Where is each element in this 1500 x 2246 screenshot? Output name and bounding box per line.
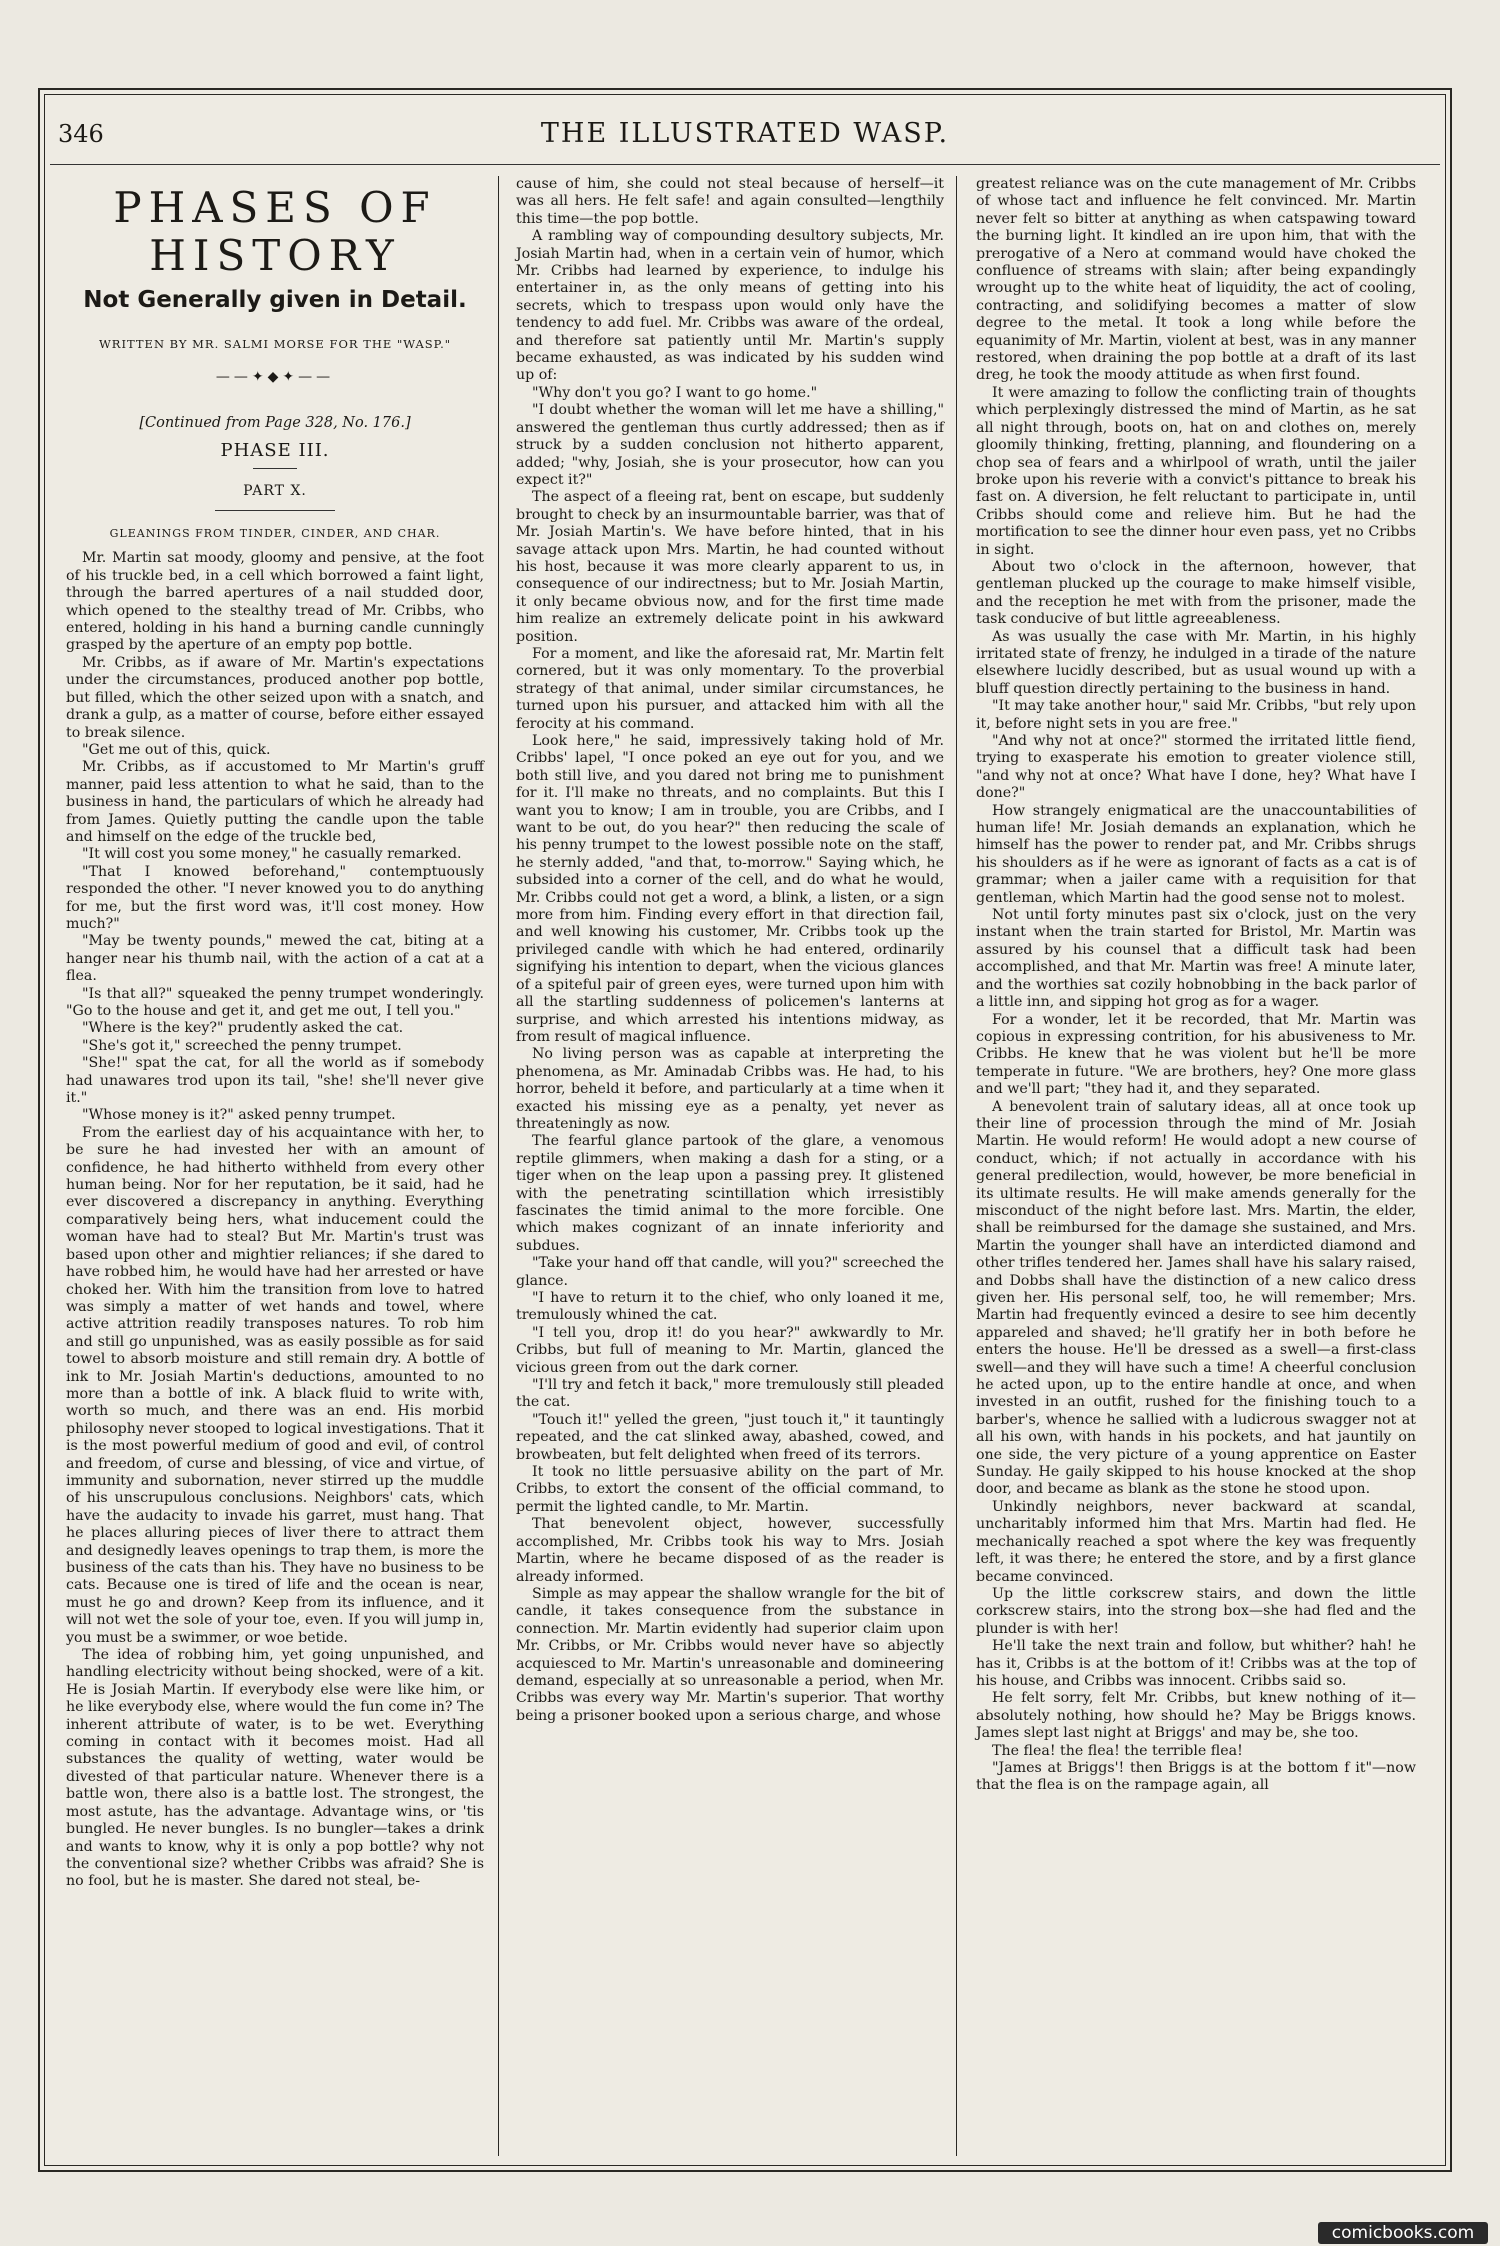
running-head: THE ILLUSTRATED WASP. xyxy=(540,118,950,149)
section-subhead: GLEANINGS FROM TINDER, CINDER, AND CHAR. xyxy=(109,527,441,541)
paragraph: It took no little persuasive ability on the part of Mr. Cribbs, to extort the consent of the official command, to permit the lighted candle, to Mr. Martin. xyxy=(516,1464,944,1515)
paragraph: The fearful glance partook of the glare, a venomous reptile glimmers, when making a dash for a sting, or a tiger when on the leap upon a passing prey. It glistened with the penetrating scintillation which irresistibly fascinates the timid animal to the more forcible. One which makes cognizant of an innate inferiority and subdues. xyxy=(516,1133,944,1254)
ornament-divider: ——✦◆✦—— xyxy=(215,369,335,386)
header-rule xyxy=(50,164,1440,165)
page-number: 346 xyxy=(58,120,104,148)
paragraph: "That I knowed beforehand," contemptuously responded the other. "I never knowed you to do anything for me, but the first word was, it'll cost money. How much?" xyxy=(66,863,484,932)
article-title: PHASES OF HISTORY xyxy=(113,183,437,280)
paragraph: Look here," he said, impressively taking hold of Mr. Cribbs' lapel, "I once poked an eye out for you, and we both still live, and you dared not bring me to punishment for it. I'll make no threats, and no complaints. But this I want you to know; I am in trouble, you are Cribbs, and I want to be out, do you hear?" then reducing the scale of his penny trumpet to the lowest possible note on the staff, he sternly added, "and that, to-morrow." Saying which, he subsided into a corner of the cell, and do what he would, Mr. Cribbs could not get a word, a blink, a listen, or a sign more from him. Finding every effort in that direction fail, and well knowing his customer, Mr. Cribbs took up the privileged candle with which he had entered, ordinarily signifying his intention to depart, when the vicious glances of a spiteful pair of green eyes, were turned upon him with all the startling suddenness of policemen's lanterns at surprise, and which arrested his intentions midway, as from result of magical influence. xyxy=(516,733,944,1045)
paragraph: Up the little corkscrew stairs, and down the little corkscrew stairs, into the strong box—she had fled and the plunder is with her! xyxy=(976,1585,1416,1637)
paragraph: "Is that all?" squeaked the penny trumpet wonderingly. "Go to the house and get it, and get me out, I tell you." xyxy=(66,985,484,1019)
paragraph: The idea of robbing him, yet going unpunished, and handling electricity without being shocked, were of a kit. He is Josiah Martin. If everybody else were like him, or he like everybody else, where would the fun come in? The inherent attribute of water, is to be wet. Everything coming in contact with it becomes moist. Had all substances the quality of wetting, water would be divested of that particular nature. Whenever there is a battle won, there also is a battle lost. The strongest, the most astute, has the advantage. Advantage wins, or 'tis bungled. He never bungles. Is no bungler—takes a drink and wants to know, why it is only a pop bottle? why not the conventional size? whether Cribbs was afraid? She is no fool, but he is master. She dared not steal, be- xyxy=(66,1647,484,1890)
part-rule xyxy=(215,510,335,511)
article-subtitle: Not Generally given in Detail. xyxy=(83,287,467,313)
newspaper-page xyxy=(38,88,1452,2172)
paragraph: It were amazing to follow the conflicting train of thoughts which perplexingly distressed the mind of Martin, as he sat all night through, boots on, hat on and clothes on, merely gloomily thinking, fretting, planning, and floundering on a chop sea of fears and a whirlpool of wrath, until the jailer broke upon his reverie with a convict's pittance to break his fast on. A diversion, he felt reluctant to participate in, until Cribbs should come and relieve him. But he had the mortification to see the dinner hour even pass, yet no Cribbs in sight. xyxy=(976,384,1416,558)
column-3-body xyxy=(976,176,1416,1795)
paragraph: That benevolent object, however, successfully accomplished, Mr. Cribbs took his way to Mrs. Josiah Martin, where he became disposed of as the reader is already informed. xyxy=(516,1516,944,1585)
paragraph: cause of him, she could not steal because of herself—it was all hers. He felt safe! and again consulted—lengthily this time—the pop bottle. xyxy=(516,176,944,227)
paragraph: "May be twenty pounds," mewed the cat, biting at a hanger near his thumb nail, with the action of a cat at a flea. xyxy=(66,933,484,985)
paragraph: "I'll try and fetch it back," more tremulously still pleaded the cat. xyxy=(516,1377,944,1411)
article-columns xyxy=(58,176,1432,2156)
phase-heading: PHASE III. xyxy=(220,440,330,462)
paragraph: No living person was as capable at interpreting the phenomena, as Mr. Aminadab Cribbs was. He had, to his horror, beheld it before, and particularly at a time when it exacted his missing eye as a penalty, yet never as threateningly as now. xyxy=(516,1046,944,1132)
paragraph: Mr. Cribbs, as if accustomed to Mr Martin's gruff manner, paid less attention to what he said, than to the business in hand, the particulars of which he already had from James. Quietly putting the candle upon the table and himself on the edge of the truckle bed, xyxy=(66,759,484,845)
column-3 xyxy=(970,176,1422,2156)
column-divider xyxy=(956,176,957,2156)
paragraph: A rambling way of compounding desultory subjects, Mr. Josiah Martin had, when in a certain vein of humor, which Mr. Cribbs had learned by experience, to indulge his entertainer in, as the only means of getting into his secrets, which to trespass upon would only have the tendency to add fuel. Mr. Cribbs was aware of the ordeal, and therefore sat patiently until Mr. Martin's supply became exhausted, as was indicated by his sudden wind up of: xyxy=(516,228,944,384)
paragraph: He'll take the next train and follow, but whither? hah! he has it, Cribbs is at the bottom of it! Cribbs was at the top of his house, and Cribbs was innocent. Cribbs said so. xyxy=(976,1638,1416,1689)
paragraph: Simple as may appear the shallow wrangle for the bit of candle, it takes consequence from the substance in connection. Mr. Martin evidently had superior claim upon Mr. Cribbs, or Mr. Cribbs would never have so abjectly acquiesced to Mr. Martin's unreasonable and domineering demand, especially at so unreasonable a period, when Mr. Cribbs was every way Mr. Martin's superior. That worthy being a prisoner booked upon a serious charge, and whose xyxy=(516,1585,944,1724)
paragraph: "She's got it," screeched the penny trumpet. xyxy=(82,1037,402,1054)
paragraph: For a wonder, let it be recorded, that Mr. Martin was copious in expressing contrition, for his abusiveness to Mr. Cribbs. He knew that he was violent but he'll be more temperate in future. "We are brothers, hey? One more glass and we'll part; "they had it, and they separated. xyxy=(976,1011,1416,1098)
column-1 xyxy=(58,176,492,2156)
paragraph: "Where is the key?" prudently asked the cat. xyxy=(82,1020,404,1037)
paragraph: "I doubt whether the woman will let me have a shilling," answered the gentleman thus curtly addressed; then as if struck by a sudden conclusion not hitherto apparent, added; "why, Josiah, she is your prosecutor, how can you expect it?" xyxy=(516,402,944,488)
column-2 xyxy=(510,176,950,2156)
watermark-credit: comicbooks.com xyxy=(1318,2222,1488,2244)
paragraph: A benevolent train of salutary ideas, all at once took up their line of procession through the mind of Mr. Josiah Martin. He would reform! He would adopt a new course of conduct, which; if not actually in accordance with his general predilection, would, however, be more beneficial in its ultimate results. He will make amends generally for the misconduct of the night before last. Mrs. Martin, the elder, shall be reimbursed for the damage she sustained, and Mrs. Martin the younger shall have an interdicted diamond and other trifles tendered her. James shall have his salary raised, and Dobbs shall have the distinction of a new calico dress given her. His personal self, too, he will remember; Mrs. Martin had frequently evinced a desire to see him decently appareled and shaved; he'll gratify her in both before he enters the house. He'll be dressed as a swell—a first-class swell—and they will have such a time! A cheerful conclusion he acted upon, up to the entire handle at once, and when invested in an outfit, rushed for the finishing touch to a barber's, whence he sallied with a ludicrous swagger not at all his own, with hands in his pockets, and hat jauntily on one side, the very picture of a young apprentice on Easter Sunday. He gaily skipped to his house knocked at the shop door, and became as blank as the stone he stood upon. xyxy=(976,1098,1416,1498)
paragraph: "It may take another hour," said Mr. Cribbs, "but rely upon it, before night sets in you are free." xyxy=(976,698,1416,732)
paragraph: Unkindly neighbors, never backward at scandal, uncharitably informed him that Mrs. Martin had fled. He mechanically reached a spot where the key was frequently left, it was there; he entered the store, and by a first glance became convinced. xyxy=(976,1498,1416,1585)
paragraph: "James at Briggs'! then Briggs is at the bottom f it"—now that the flea is on the rampage again, all xyxy=(976,1759,1416,1794)
paragraph: "Why don't you go? I want to go home." xyxy=(532,384,818,401)
article-byline: WRITTEN BY MR. SALMI MORSE FOR THE "WASP." xyxy=(98,337,452,351)
paragraph: The flea! the flea! the terrible flea! xyxy=(992,1742,1243,1759)
part-heading: PART X. xyxy=(243,482,307,499)
paragraph: Mr. Cribbs, as if aware of Mr. Martin's expectations under the circumstances, produced another pop bottle, but filled, which the other seized upon with a snatch, and drank a gulp, as a matter of course, before either essayed to break silence. xyxy=(66,654,484,741)
column-divider xyxy=(498,176,499,2156)
paragraph: As was usually the case with Mr. Martin, in his highly irritated state of frenzy, he indulged in a tirade of the nature elsewhere lucidly described, but as usual wound up with a bluff question directly pertaining to the business in hand. xyxy=(976,628,1416,697)
paragraph: "She!" spat the cat, for all the world as if somebody had unawares trod upon its tail, "she! she'll never give it." xyxy=(66,1055,484,1107)
column-2-body xyxy=(516,176,944,1725)
page-header xyxy=(58,114,1432,154)
paragraph: Mr. Martin sat moody, gloomy and pensive, at the foot of his truckle bed, in a cell which borrowed a faint light, through the barred apertures of a nail studded door, which opened to the stealthy tread of Mr. Cribbs, who entered, holding in his hand a burning candle cunningly grasped by the aperture of an empty pop bottle. xyxy=(66,550,484,654)
paragraph: How strangely enigmatical are the unaccountabilities of human life! Mr. Josiah demands an explanation, which he himself has the power to render pat, and Mr. Cribbs shrugs his shoulders as if he were as ignorant of facts as a cat is of grammar; when a jailer came with a requisition for that gentleman, which Martin had the good sense not to molest. xyxy=(976,802,1416,906)
paragraph: "I have to return it to the chief, who only loaned it me, tremulously whined the cat. xyxy=(516,1290,944,1324)
paragraph: "It will cost you some money," he casually remarked. xyxy=(82,846,462,863)
paragraph: "And why not at once?" stormed the irritated little fiend, trying to exasperate his emotion to greater violence still, "and why not at once? What have I done, hey? What have I done?" xyxy=(976,733,1416,802)
paragraph: "Get me out of this, quick. xyxy=(82,741,271,758)
paragraph: "Touch it!" yelled the green, "just touch it," it tauntingly repeated, and the cat slinked away, abashed, cowed, and browbeaten, but felt delighted when freed of its terrors. xyxy=(516,1411,944,1463)
paragraph: About two o'clock in the afternoon, however, that gentleman plucked up the courage to make himself visible, and the reception he met with from the prisoner, made the task conducive of but little agreeableness. xyxy=(976,558,1416,628)
column-1-body xyxy=(66,550,484,1890)
paragraph: For a moment, and like the aforesaid rat, Mr. Martin felt cornered, but it was only momentary. To the proverbial strategy of that animal, under similar circumstances, he turned upon his pursuer, and attacked him with all the ferocity at his command. xyxy=(516,645,944,732)
paragraph: The aspect of a fleeing rat, bent on escape, but suddenly brought to check by an insurmountable barrier, was that of Mr. Josiah Martin's. We have before hinted, that in his savage attack upon Mrs. Martin, he had counted without his host, because it was more clearly apparent to us, in consequence of our indirectness; but to Mr. Josiah Martin, it only became obvious now, and for the first time made him realize an extremely delicate point in his awkward position. xyxy=(516,489,944,645)
paragraph: "I tell you, drop it! do you hear?" awkwardly to Mr. Cribbs, but full of meaning to Mr. Martin, glanced the vicious green from out the dark corner. xyxy=(516,1324,944,1376)
continued-note: [Continued from Page 328, No. 176.] xyxy=(139,414,411,431)
paragraph: "Take your hand off that candle, will you?" screeched the glance. xyxy=(516,1255,944,1289)
phase-rule xyxy=(253,468,297,469)
paragraph: From the earliest day of his acquaintance with her, to be sure he had invested her with an amount of confidence, he had hitherto withheld from every other human being. Nor for her reputation, be it said, had he ever discovered a discrepancy in anything. Everything comparatively being hers, what inducement could the woman have had to steal? But Mr. Martin's trust was based upon other and mightier reliances; if she dared to have robbed him, he would have had her arrested or have choked her. With him the transition from love to hatred was simply a matter of wet hands and towel, where active attrition readily transposes natures. To rob him and still go unpunished, was as easily possible as for said towel to absorb moisture and still remain dry. A bottle of ink to Mr. Josiah Martin's deductions, amounted to no more than a bottle of ink. A black fluid to write with, worth so much, and there was an end. His morbid philosophy never stooped to logical investigations. That it is the most powerful medium of good and evil, of control and freedom, of curse and blessing, of vice and virtue, of immunity and subornation, never stirred up the muddle of his unscrupulous conclusions. Neighbors' cats, which have the audacity to invade his garret, must hang. That he places alluring pieces of liver there to attract them and designedly leaves openings to trap them, is more the business of the cats than his. They have no business to be cats. Because one is tired of life and the ocean is near, must he go and drown? Keep from its influence, and it will not wet the sole of your toe, even. If you will jump in, you must be a swimmer, or woe betide. xyxy=(66,1124,484,1646)
paragraph: Not until forty minutes past six o'clock, just on the very instant when the train started for Bristol, Mr. Martin was assured by his counsel that a difficult task had been accomplished, and that Mr. Martin was free! A minute later, and the worthies sat cozily hobnobbing in the back parlor of a little inn, and sipping hot grog as for a wager. xyxy=(976,907,1416,1011)
paragraph: "Whose money is it?" asked penny trumpet. xyxy=(82,1107,396,1124)
paragraph: He felt sorry, felt Mr. Cribbs, but knew nothing of it—absolutely nothing, how should he? May be Briggs knows. James slept last night at Briggs' and may be, she too. xyxy=(976,1690,1416,1742)
paragraph: greatest reliance was on the cute management of Mr. Cribbs of whose tact and influence he felt convinced. Mr. Martin never felt so bitter at anything as when catspawing toward the burning light. It kindled an ire upon him, that with the prerogative of a Nero at command would have choked the confluence of streams with slain; after being expandingly wrought up to the white heat of liquidity, the act of cooling, contracting, and solidifying becomes a matter of slow degree to the metal. It took a long while before the equanimity of Mr. Martin, violent at best, was in any manner restored, when draining the pop bottle at a draft of its last dreg, he took the moody attitude as when first found. xyxy=(976,176,1416,384)
